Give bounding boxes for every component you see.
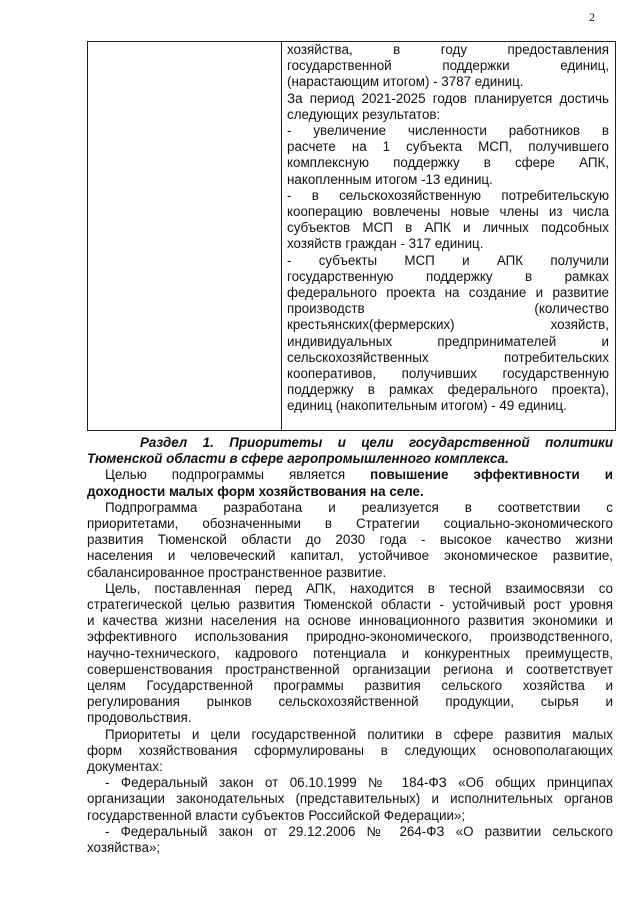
results-table xyxy=(87,41,616,431)
paragraph-strategy xyxy=(87,500,613,581)
paragraph-line: сбалансированное пространственное развитие. xyxy=(87,564,387,580)
paragraph-line: - Федеральный закон от 06.10.1999 № 184-ФЗ «Об общих принципах xyxy=(105,775,613,791)
page-number: 2 xyxy=(589,10,595,24)
table-line: поддержку в рамках федерального проекта), xyxy=(287,382,609,398)
table-line: государственной поддержки единиц, xyxy=(287,58,609,74)
table-line: следующих результатов: xyxy=(287,106,441,122)
paragraph-line: целям Государственной программы развития сельского хозяйства и xyxy=(87,678,613,694)
paragraph-priorities xyxy=(87,727,613,776)
section-heading-line: Тюменской области в сфере агропромышленного комплекса. xyxy=(87,451,509,467)
paragraph-line: эффективного использования природно-экономического, производственного, xyxy=(87,629,613,645)
table-line: - субъекты МСП и АПК получили xyxy=(287,252,609,268)
table-line: сельскохозяйственных потребительских xyxy=(287,349,609,365)
paragraph-line: организации законодательных (представительных) и исполнительных органов xyxy=(87,791,613,807)
goal-text: Целью подпрограммы является xyxy=(105,467,371,483)
table-line: индивидуальных предпринимателей и xyxy=(287,333,609,349)
paragraph-line: научно-технического, кадрового потенциала и конкурентных преимуществ, xyxy=(87,645,613,661)
goal-line xyxy=(87,467,613,483)
paragraph-line: стратегической целью развития Тюменской области - устойчивый рост уровня xyxy=(87,597,613,613)
paragraph-law-184 xyxy=(87,775,613,824)
table-line: - увеличение численности работников в xyxy=(287,123,609,139)
table-line: государственную поддержку в рамках xyxy=(287,268,609,284)
goal-emphasis: повышение эффективности и xyxy=(370,467,613,483)
table-line: хозяйства, в году предоставления xyxy=(287,42,609,57)
paragraph-line: регулирования рынков сельскохозяйственной продукции, сырья и xyxy=(87,694,613,710)
table-line: кооперацию вовлечены новые члены из числа xyxy=(287,204,609,220)
paragraph-line: Подпрограмма разработана и реализуется в соответствии с xyxy=(105,499,613,515)
paragraph-line: совершенствования пространственной организации региона и соответствует xyxy=(87,661,613,677)
paragraph-line: государственной власти субъектов Российской Федерации»; xyxy=(87,807,466,823)
paragraph-line: форм хозяйствования сформулированы в следующих основополагающих xyxy=(87,742,613,758)
table-line: кооперативов, получивших государственную xyxy=(287,366,609,382)
table-column-divider xyxy=(281,42,282,430)
document-body xyxy=(87,435,613,856)
paragraph-line: Цель, поставленная перед АПК, находится в тесной взаимосвязи со xyxy=(105,580,613,596)
paragraph-line: хозяйства»; xyxy=(87,840,161,856)
section-heading xyxy=(87,435,613,467)
table-line: единиц (накопительным итогом) - 49 единиц. xyxy=(287,398,567,414)
table-cell-results xyxy=(287,42,609,415)
table-line: расчете на 1 субъекта МСП, получившего xyxy=(287,139,609,155)
paragraph-line: населения и человеческий капитал, устойчивое экономическое развитие, xyxy=(87,548,613,564)
table-line: накопленным итогом -13 единиц. xyxy=(287,171,493,187)
table-line: комплексную поддержку в сфере АПК, xyxy=(287,155,609,171)
paragraph-line: развития Тюменской области до 2030 года - высокое качество жизни xyxy=(87,532,613,548)
section-heading-line: Раздел 1. Приоритеты и цели государственной политики xyxy=(140,435,613,450)
paragraph-line: приоритетами, обозначенными в Стратегии социально-экономического xyxy=(87,516,613,532)
goal-paragraph xyxy=(87,467,613,499)
paragraph-line: и качества жизни населения на основе инновационного развития экономики и xyxy=(87,613,613,629)
paragraph-line: документах: xyxy=(87,759,163,775)
table-line: производств (количество xyxy=(287,301,609,317)
table-line: (нарастающим итогом) - 3787 единиц. xyxy=(287,74,524,90)
paragraph-law-264 xyxy=(87,824,613,856)
paragraph-line: продовольствия. xyxy=(87,710,192,726)
table-line: субъектов МСП в АПК и личных подсобных xyxy=(287,220,609,236)
paragraph-apk-goal xyxy=(87,581,613,727)
paragraph-line: - Федеральный закон от 29.12.2006 № 264-ФЗ «О развитии сельского xyxy=(105,823,613,839)
table-line: - в сельскохозяйственную потребительскую xyxy=(287,187,609,203)
table-line: крестьянских(фермерских) хозяйств, xyxy=(287,317,609,333)
goal-line: доходности малых форм хозяйствования на селе. xyxy=(87,483,424,499)
table-line: федерального проекта на создание и развитие xyxy=(287,285,609,301)
table-line: За период 2021-2025 годов планируется достичь xyxy=(287,90,609,106)
table-line: хозяйств граждан - 317 единиц. xyxy=(287,236,484,252)
paragraph-line: Приоритеты и цели государственной политики в сфере развития малых xyxy=(105,726,613,742)
